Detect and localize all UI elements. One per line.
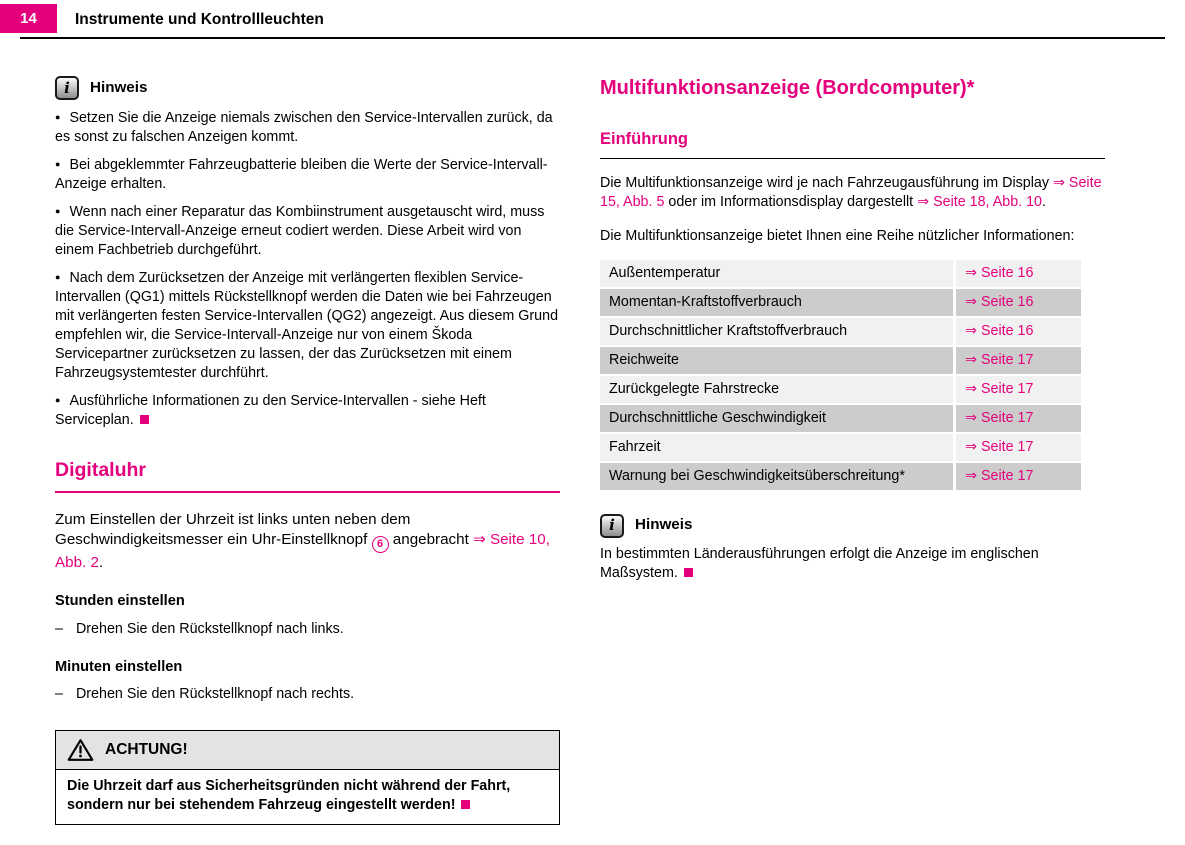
page-ref-link[interactable]: ⇒ Seite 17 — [956, 376, 1081, 403]
warning-box-header — [56, 731, 559, 770]
page-number-tab — [0, 4, 57, 33]
section-end-marker — [140, 415, 149, 424]
table-cell-label: Warnung bei Geschwindigkeitsüberschreitung* — [600, 463, 953, 490]
warning-triangle-icon — [67, 738, 94, 762]
header-rule — [20, 37, 1165, 39]
page-ref-link[interactable]: ⇒ Seite 16 — [956, 260, 1081, 287]
page-ref-link[interactable]: ⇒ Seite 17 — [956, 405, 1081, 432]
note-bullet: ● Ausführliche Informationen zu den Service-Intervallen - siehe Heft Serviceplan. — [55, 392, 560, 430]
note-bullet: ● Nach dem Zurücksetzen der Anzeige mit verlängerten flexiblen Service-Intervallen (QG1) mittels Rückstellknopf werden die Daten wie bei Fahrzeugen mit verlängerten festen Service-Intervallen (QG2) angezeigt. Aus diesem Grund empfehlen wir, die Service-Intervall-Anzeige nur von einem Škoda Servicepartner zurücksetzen zu lassen, der das Zurücksetzen mit einem Fahrzeugsystemtester durchführt. — [55, 269, 560, 383]
warning-box — [55, 730, 560, 825]
table-cell-label: Fahrzeit — [600, 434, 953, 461]
note-bullet: ● Bei abgeklemmter Fahrzeugbatterie bleiben die Werte der Service-Intervall-Anzeige erhalten. — [55, 156, 560, 194]
table-row — [600, 318, 1081, 345]
warning-title: ACHTUNG! — [105, 740, 188, 758]
note-title: Hinweis — [635, 516, 693, 534]
table-cell-label: Reichweite — [600, 347, 953, 374]
section-heading-digitaluhr: Digitaluhr — [55, 458, 560, 493]
note-text: In bestimmten Länderausführungen erfolgt die Anzeige im englischen Maßsystem. — [600, 545, 1039, 581]
content-columns — [0, 62, 1185, 825]
page-ref-link[interactable]: ⇒ Seite 16 — [956, 318, 1081, 345]
digitaluhr-intro: Zum Einstellen der Uhrzeit ist links unten neben dem Geschwindigkeitsmesser ein Uhr-Einstellknopf 6 angebracht ⇒ Seite 10, Abb. 2. — [55, 510, 550, 571]
page-ref-link[interactable]: ⇒ Seite 17 — [956, 347, 1081, 374]
note-bullet: ● Wenn nach einer Reparatur das Kombiinstrument ausgetauscht wird, muss die Service-Intervall-Anzeige erneut codiert werden. Diese Arbeit wird von einem Fachbetrieb durchgeführt. — [55, 203, 560, 260]
page-header — [0, 0, 1185, 44]
right-column — [600, 62, 1105, 825]
table-cell-label: Durchschnittliche Geschwindigkeit — [600, 405, 953, 432]
einfuehrung-paragraph-2: Die Multifunktionsanzeige bietet Ihnen eine Reihe nützlicher Informationen: — [600, 227, 1075, 244]
note-title: Hinweis — [90, 78, 148, 96]
table-cell-label: Durchschnittlicher Kraftstoffverbrauch — [600, 318, 953, 345]
instruction-step: – Drehen Sie den Rückstellknopf nach links. — [55, 620, 560, 639]
einfuehrung-paragraph-1: Die Multifunktionsanzeige wird je nach Fahrzeugausführung im Display ⇒ Seite 15, Abb. 5 oder im Informationsdisplay dargestellt ⇒ Seite 18, Abb. 10. — [600, 174, 1102, 210]
table-cell-label: Zurückgelegte Fahrstrecke — [600, 376, 953, 403]
section-heading-einfuehrung: Einführung — [600, 129, 1105, 159]
section-end-marker — [684, 568, 693, 577]
page-reference-link[interactable]: ⇒ Seite 18, Abb. 10 — [917, 193, 1042, 210]
instruction-step: – Drehen Sie den Rückstellknopf nach rechts. — [55, 685, 560, 704]
table-cell-label: Außentemperatur — [600, 260, 953, 287]
page-ref-link[interactable]: ⇒ Seite 16 — [956, 289, 1081, 316]
page-number: 14 — [20, 9, 37, 27]
page-reference-link[interactable]: ⇒ Seite 10, Abb. 2 — [55, 531, 550, 571]
table-row — [600, 289, 1081, 316]
multifunction-display-table — [600, 260, 1081, 490]
chapter-title: Instrumente und Kontrollleuchten — [75, 11, 324, 28]
table-row — [600, 463, 1081, 490]
table-row — [600, 405, 1081, 432]
note-header — [600, 514, 1105, 538]
page-ref-link[interactable]: ⇒ Seite 17 — [956, 434, 1081, 461]
page-ref-link[interactable]: ⇒ Seite 17 — [956, 463, 1081, 490]
section-end-marker — [461, 800, 470, 809]
table-row — [600, 376, 1081, 403]
left-column — [55, 62, 560, 825]
table-cell-label: Momentan-Kraftstoffverbrauch — [600, 289, 953, 316]
chapter-section-title: Multifunktionsanzeige (Bordcomputer)* — [600, 77, 975, 99]
table-row — [600, 260, 1081, 287]
table-row — [600, 434, 1081, 461]
table-row — [600, 347, 1081, 374]
note-bullet: ● Setzen Sie die Anzeige niemals zwischen den Service-Intervallen zurück, da es sonst zu falschen Anzeigen kommt. — [55, 109, 560, 147]
subsection-heading-stunden: Stunden einstellen — [55, 593, 185, 610]
subsection-heading-minuten: Minuten einstellen — [55, 658, 183, 675]
note-header — [55, 76, 560, 100]
info-icon: i — [600, 514, 624, 538]
info-icon: i — [55, 76, 79, 100]
knob-number-badge: 6 — [372, 536, 389, 553]
page-reference-link[interactable]: ⇒ Seite 15, Abb. 5 — [600, 174, 1102, 210]
warning-box-body: Die Uhrzeit darf aus Sicherheitsgründen nicht während der Fahrt, sondern nur bei stehendem Fahrzeug eingestellt werden! — [67, 777, 511, 813]
